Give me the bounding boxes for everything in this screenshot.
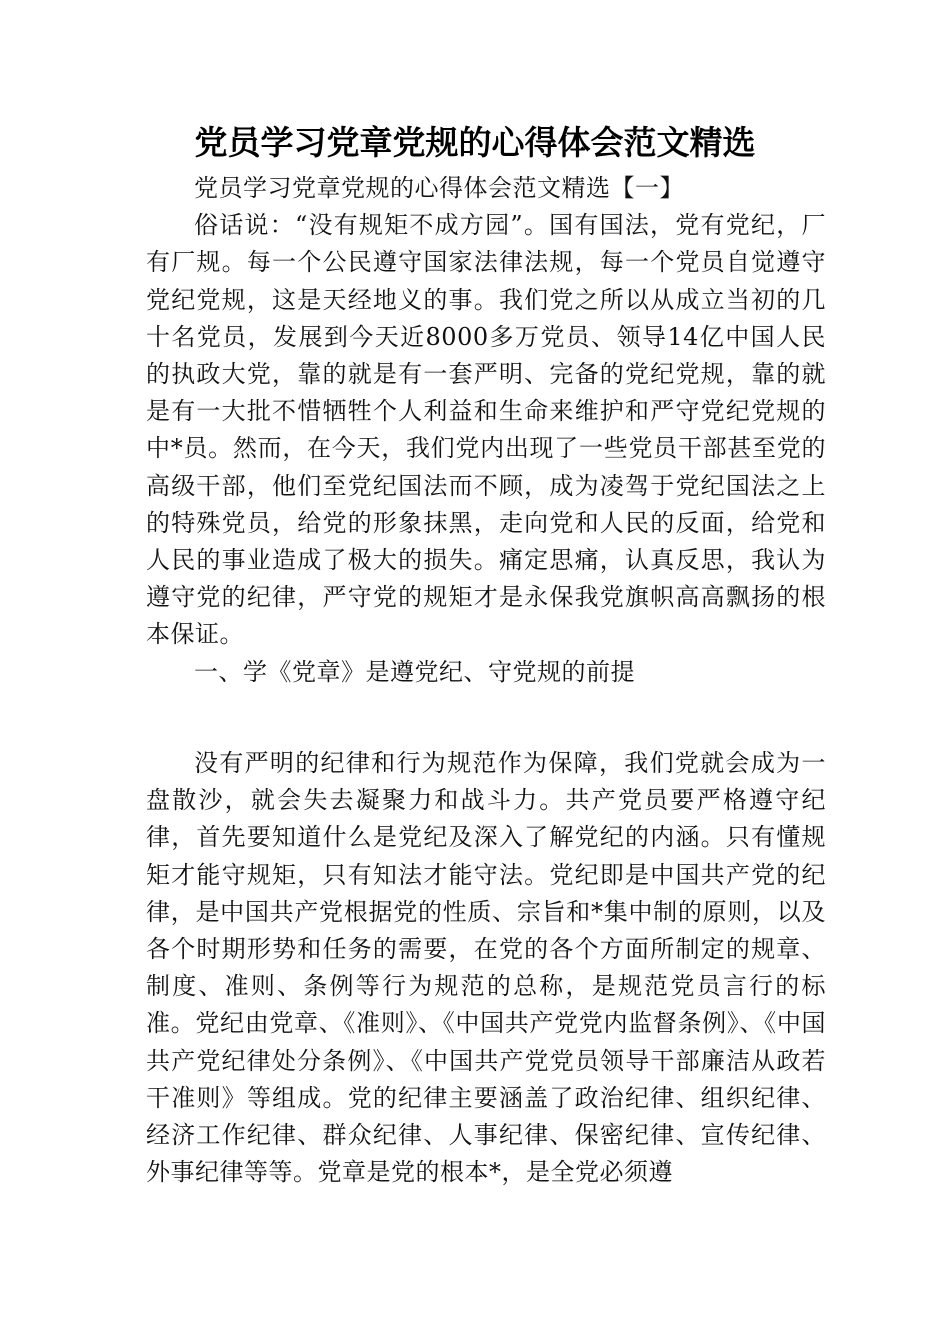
paragraph-2: 没有严明的纪律和行为规范作为保障，我们党就会成为一盘散沙，就会失去凝聚力和战斗力。共产党员要严格遵守纪律，首先要知道什么是党纪及深入了解党纪的内涵。只有懂规矩才能守规矩，只有知法才能守法。党纪即是中国共产党的纪律，是中国共产党根据党的性质、宗旨和*集中制的原则，以及各个时期形势和任务的需要，在党的各个方面所制定的规章、制度、准则、条例等行为规范的总称，是规范党员言行的标准。党纪由党章、《准则》、《中国共产党党内监督条例》、《中国共产党纪律处分条例》、《中国共产党党员领导干部廉洁从政若干准则》等组成。党的纪律主要涵盖了政治纪律、组织纪律、经济工作纪律、群众纪律、人事纪律、保密纪律、宣传纪律、外事纪律等等。党章是党的根本*，是全党必须遵 [146, 749, 826, 1187]
section-1-heading: 一、学《党章》是遵党纪、守党规的前提 [194, 657, 635, 686]
document-body-top [146, 170, 826, 691]
document-body-bottom [146, 745, 826, 1191]
document-title: 党员学习党章党规的心得体会范文精选 [194, 123, 756, 162]
document-subtitle: 党员学习党章党规的心得体会范文精选【一】 [194, 174, 684, 202]
paragraph-1: 俗话说：“没有规矩不成方园”。国有国法，党有党纪，厂有厂规。每一个公民遵守国家法律法规，每一个党员自觉遵守党纪党规，这是天经地义的事。我们党之所以从成立当初的几十名党员，发展到今天近8000多万党员、领导14亿中国人民的执政大党，靠的就是有一套严明、完备的党纪党规，靠的就是有一大批不惜牺牲个人利益和生命来维护和严守党纪党规的中*员。然而，在今天，我们党内出现了一些党员干部甚至党的高级干部，他们至党纪国法而不顾，成为凌驾于党纪国法之上的特殊党员，给党的形象抹黑，走向党和人民的反面，给党和人民的事业造成了极大的损失。痛定思痛，认真反思，我认为遵守党的纪律，严守党的规矩才是永保我党旗帜高高飘扬的根本保证。 [146, 211, 826, 649]
